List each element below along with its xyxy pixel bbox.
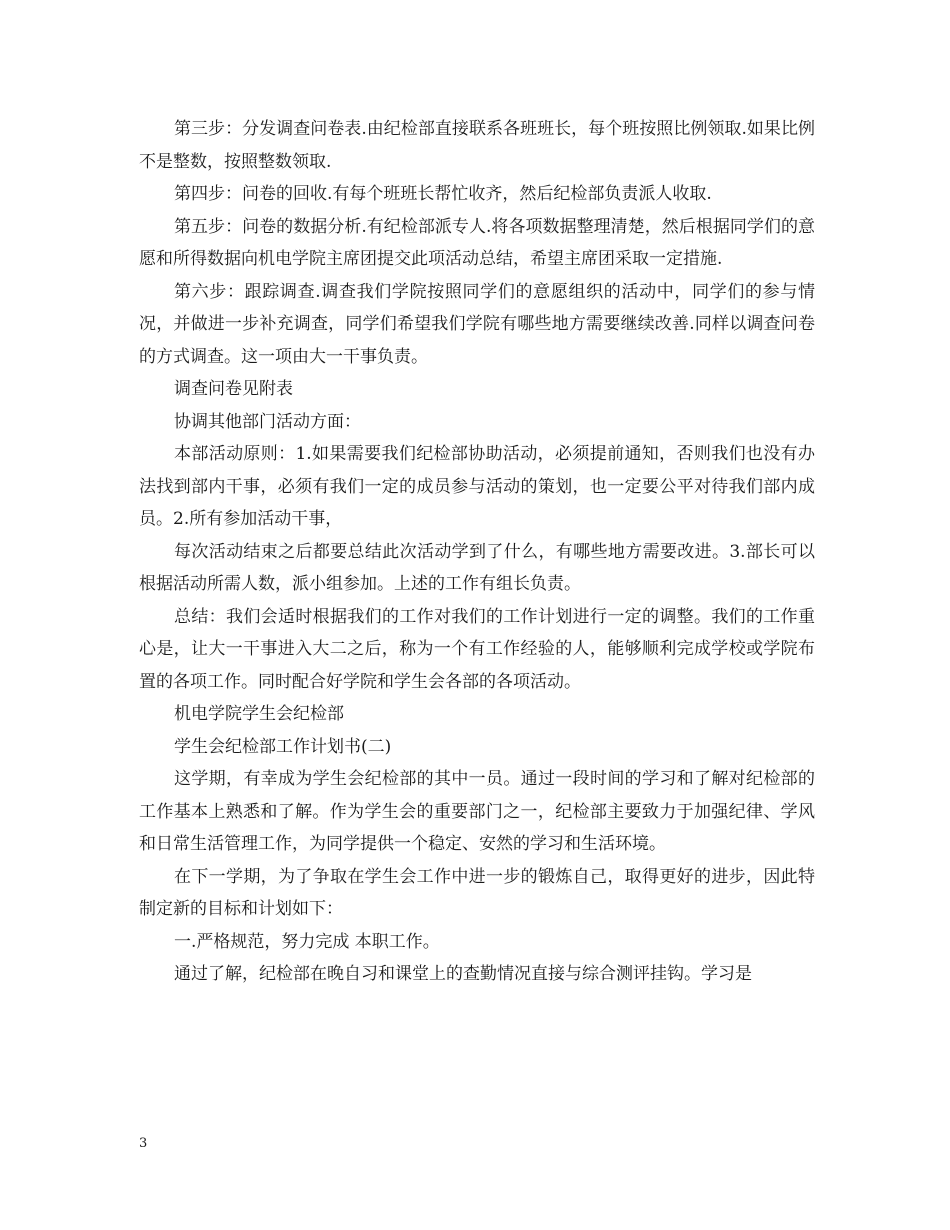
paragraph-step-three: 第三步：分发调查问卷表.由纪检部直接联系各班班长，每个班按照比例领取.如果比例不是整数，按照整数领取. bbox=[139, 119, 815, 172]
paragraph-coordination-heading: 协调其他部门活动方面： bbox=[174, 411, 361, 432]
paragraph-goals-intro: 在下一学期，为了争取在学生会工作中进一步的锻炼自己，取得更好的进步，因此特制定新的目标和计划如下： bbox=[139, 866, 815, 919]
page-number: 3 bbox=[139, 1136, 148, 1151]
paragraph-goal-one-body: 通过了解，纪检部在晚自习和课堂上的查勤情况直接与综合测评挂钩。学习是 bbox=[174, 964, 752, 984]
document-body bbox=[139, 113, 815, 991]
paragraph-step-five: 第五步：问卷的数据分析.有纪检部派专人.将各项数据整理清楚，然后根据同学们的意愿和所得数据向机电学院主席团提交此项活动总结，希望主席团采取一定措施. bbox=[139, 216, 815, 269]
paragraph-conclusion: 总结：我们会适时根据我们的工作对我们的工作计划进行一定的调整。我们的工作重心是，让大一干事进入大二之后，称为一个有工作经验的人，能够顺利完成学校或学院布置的各项工作。同时配合好学院和学生会各部的各项活动。 bbox=[139, 606, 815, 692]
paragraph-goal-one-heading: 一.严格规范，努力完成 本职工作。 bbox=[174, 931, 440, 952]
paragraph-questionnaire-note: 调查问卷见附表 bbox=[174, 379, 293, 399]
paragraph-section-title: 学生会纪检部工作计划书(二) bbox=[174, 736, 392, 757]
paragraph-step-four: 第四步：问卷的回收.有每个班班长帮忙收齐，然后纪检部负责派人收取. bbox=[174, 184, 712, 204]
paragraph-step-six: 第六步：跟踪调查.调查我们学院按照同学们的意愿组织的活动中，同学们的参与情况，并做进一步补充调查，同学们希望我们学院有哪些地方需要继续改善.同样以调查问卷的方式调查。这一项由大一干事负责。 bbox=[139, 281, 815, 367]
paragraph-activity-principles: 本部活动原则：1.如果需要我们纪检部协助活动，必须提前通知，否则我们也没有办法找到部内干事，必须有我们一定的成员参与活动的策划，也一定要公平对待我们部内成员。2.所有参加活动干事， bbox=[139, 444, 815, 529]
paragraph-department-signature: 机电学院学生会纪检部 bbox=[174, 704, 344, 724]
paragraph-introduction: 这学期，有幸成为学生会纪检部的其中一员。通过一段时间的学习和了解对纪检部的工作基本上熟悉和了解。作为学生会的重要部门之一，纪检部主要致力于加强纪律、学风和日常生活管理工作，为同学提供一个稳定、安然的学习和生活环境。 bbox=[139, 769, 815, 854]
paragraph-activity-summary: 每次活动结束之后都要总结此次活动学到了什么，有哪些地方需要改进。3.部长可以根据活动所需人数，派小组参加。上述的工作有组长负责。 bbox=[139, 541, 815, 594]
